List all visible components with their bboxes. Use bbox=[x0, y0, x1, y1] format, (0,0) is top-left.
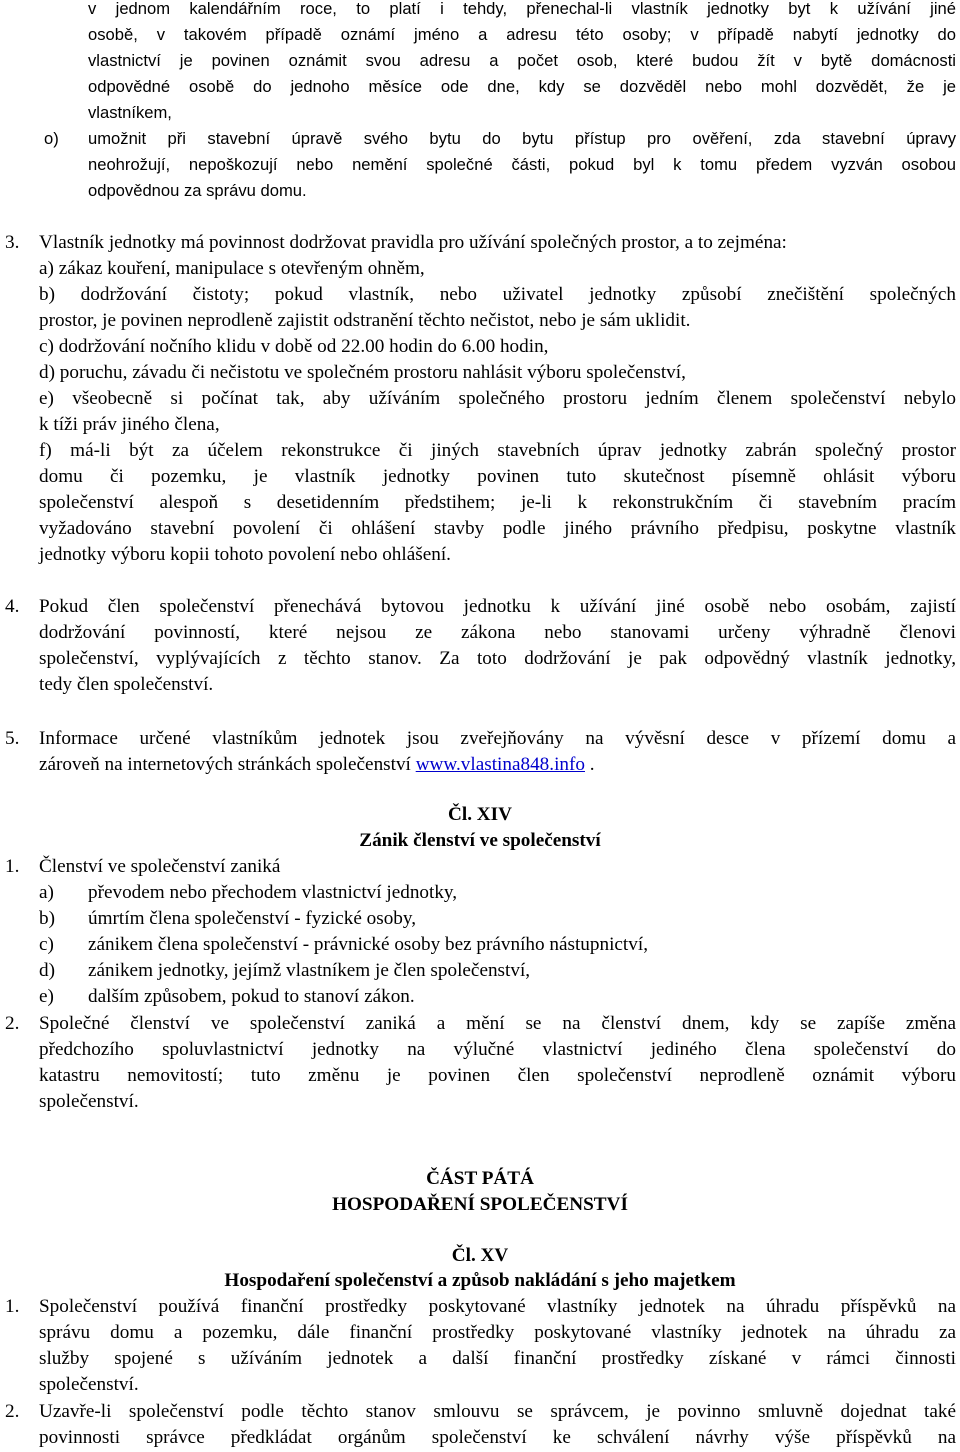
text-line: v jednom kalendářním roce, to platí i tehdy, přenechal-li vlastník jednotky byt k užívání jiné bbox=[88, 0, 956, 18]
text-line: společenství. bbox=[39, 1374, 139, 1395]
text-line: k tíži práv jiného člena, bbox=[39, 414, 220, 435]
text-line: osobě, v takovém případě oznámí jméno a adresu této osoby; v případě nabytí jednotky do bbox=[88, 25, 956, 44]
paragraph-number: 1. bbox=[5, 1296, 20, 1317]
paragraph-number: 4. bbox=[5, 596, 20, 617]
text-line: společenství alespoň s desetidenním předstihem; je-li k rekonstrukčním či stavebním pracím bbox=[39, 492, 956, 513]
text-line: Společné členství ve společenství zaniká a mění se na členství dnem, kdy se zapíše změna bbox=[39, 1013, 956, 1034]
text-line: Společenství používá finanční prostředky poskytované vlastníky jednotek na úhradu příspěvků na bbox=[39, 1296, 956, 1317]
list-item: c) dodržování nočního klidu v době od 22.00 hodin do 6.00 hodin, bbox=[39, 336, 549, 357]
list-item: a) zákaz kouření, manipulace s otevřeným ohněm, bbox=[39, 258, 425, 279]
list-item: úmrtím člena společenství - fyzické osoby, bbox=[88, 908, 417, 929]
list-item: zánikem člena společenství - právnické osoby bez právního nástupnictví, bbox=[88, 934, 648, 955]
text-segment: . bbox=[584, 754, 595, 775]
list-marker: o) bbox=[44, 129, 59, 148]
text-line: dodržování povinností, které nejsou ze zákona nebo stanovami určeny výhradně členovi bbox=[39, 622, 956, 643]
article-heading: Čl. XV bbox=[451, 1245, 509, 1266]
text-line: domu či pozemku, je vlastník jednotky povinen tuto skutečnost písemně ohlásit výboru bbox=[39, 466, 956, 487]
article-title: Zánik členství ve společenství bbox=[359, 830, 601, 851]
list-marker: d) bbox=[39, 960, 55, 981]
list-item: zánikem jednotky, jejímž vlastníkem je člen společenství, bbox=[88, 960, 531, 981]
list-item: d) poruchu, závadu či nečistotu ve společném prostoru nahlásit výboru společenství, bbox=[39, 362, 686, 383]
text-line: Informace určené vlastníkům jednotek jsou zveřejňovány na vývěsní desce v přízemí domu a bbox=[39, 728, 956, 749]
text-line: vlastníkem, bbox=[88, 103, 172, 122]
text-line: odpovědné osobě do jednoho měsíce ode dne, kdy se dozvěděl nebo mohl dozvědět, že je bbox=[88, 77, 956, 96]
list-marker: c) bbox=[39, 934, 54, 955]
article-heading: Čl. XIV bbox=[448, 804, 512, 825]
text-line: vyžadováno stavební povolení či ohlášení stavby podle jiného právního předpisu, poskytne vlastník bbox=[39, 518, 956, 539]
text-line: Vlastník jednotky má povinnost dodržovat pravidla pro užívání společných prostor, a to zejména: bbox=[39, 232, 787, 253]
paragraph-number: 2. bbox=[5, 1401, 20, 1422]
paragraph-number: 5. bbox=[5, 728, 20, 749]
list-item: dalším způsobem, pokud to stanoví zákon. bbox=[88, 986, 415, 1007]
paragraph-number: 3. bbox=[5, 232, 20, 253]
text-line: správu domu a pozemku, dále finanční prostředky poskytované vlastníky jednotek na úhradu za bbox=[39, 1322, 956, 1343]
text-line: katastru nemovitostí; tuto změnu je povinen člen společenství neprodleně oznámit výboru bbox=[39, 1065, 956, 1086]
text-line: Uzavře-li společenství podle těchto stanov smlouvu se správcem, je povinno smluvně dojednat také bbox=[39, 1401, 956, 1422]
text-line bbox=[39, 754, 595, 776]
part-title: HOSPODAŘENÍ SPOLEČENSTVÍ bbox=[332, 1194, 628, 1215]
text-line: odpovědnou za správu domu. bbox=[88, 181, 307, 200]
text-line: služby spojené s užíváním jednotek a další finanční prostředky získané v rámci činnosti bbox=[39, 1348, 956, 1369]
list-item: f) má-li být za účelem rekonstrukce či jiných stavebních úprav jednotky zabrán společný prostor bbox=[39, 440, 956, 461]
text-line: Pokud člen společenství přenechává bytovou jednotku k užívání jiné osobě nebo osobám, zajistí bbox=[39, 596, 956, 617]
text-line: prostor, je povinen neprodleně zajistit odstranění těchto nečistot, nebo je sám uklidit. bbox=[39, 310, 691, 331]
list-marker: e) bbox=[39, 986, 54, 1007]
text-line: vlastnictví je povinen oznámit svou adresu a počet osob, které budou žít v bytě domácnosti bbox=[88, 51, 956, 70]
list-marker: b) bbox=[39, 908, 55, 929]
list-marker: a) bbox=[39, 882, 54, 903]
article-title: Hospodaření společenství a způsob nakládání s jeho majetkem bbox=[224, 1270, 736, 1291]
list-item: převodem nebo přechodem vlastnictví jednotky, bbox=[88, 882, 458, 903]
text-line: povinnosti správce předkládat orgánům společenství ke schválení návrhy výše příspěvků na bbox=[39, 1427, 956, 1448]
text-line: umožnit při stavební úpravě svého bytu do bytu přístup pro ověření, zda stavební úpravy bbox=[88, 129, 956, 148]
text-line: Členství ve společenství zaniká bbox=[39, 856, 281, 877]
text-line: tedy člen společenství. bbox=[39, 674, 214, 695]
paragraph-number: 2. bbox=[5, 1013, 20, 1034]
text-line: společenství. bbox=[39, 1091, 139, 1112]
website-link[interactable]: www.vlastina848.info bbox=[415, 754, 585, 775]
text-line: společenství, vyplývajících z těchto stanov. Za toto dodržování je pak odpovědný vlastník jednotky, bbox=[39, 648, 956, 669]
list-item: b) dodržování čistoty; pokud vlastník, nebo uživatel jednotky způsobí znečištění společných bbox=[39, 284, 956, 305]
text-segment: zároveň na internetových stránkách společenství bbox=[39, 754, 416, 775]
text-line: jednotky výboru kopii tohoto povolení nebo ohlášení. bbox=[39, 544, 451, 565]
part-heading: ČÁST PÁTÁ bbox=[426, 1168, 534, 1189]
text-line: neohrožují, nepoškozují nebo nemění společné části, pokud byl k tomu předem vyzván osobou bbox=[88, 155, 956, 174]
list-item: e) všeobecně si počínat tak, aby užíváním společného prostoru jedním členem společenství nebylo bbox=[39, 388, 956, 409]
paragraph-number: 1. bbox=[5, 856, 20, 877]
text-line: předchozího spoluvlastnictví jednotky na výlučné vlastnictví jediného člena společenství do bbox=[39, 1039, 956, 1060]
